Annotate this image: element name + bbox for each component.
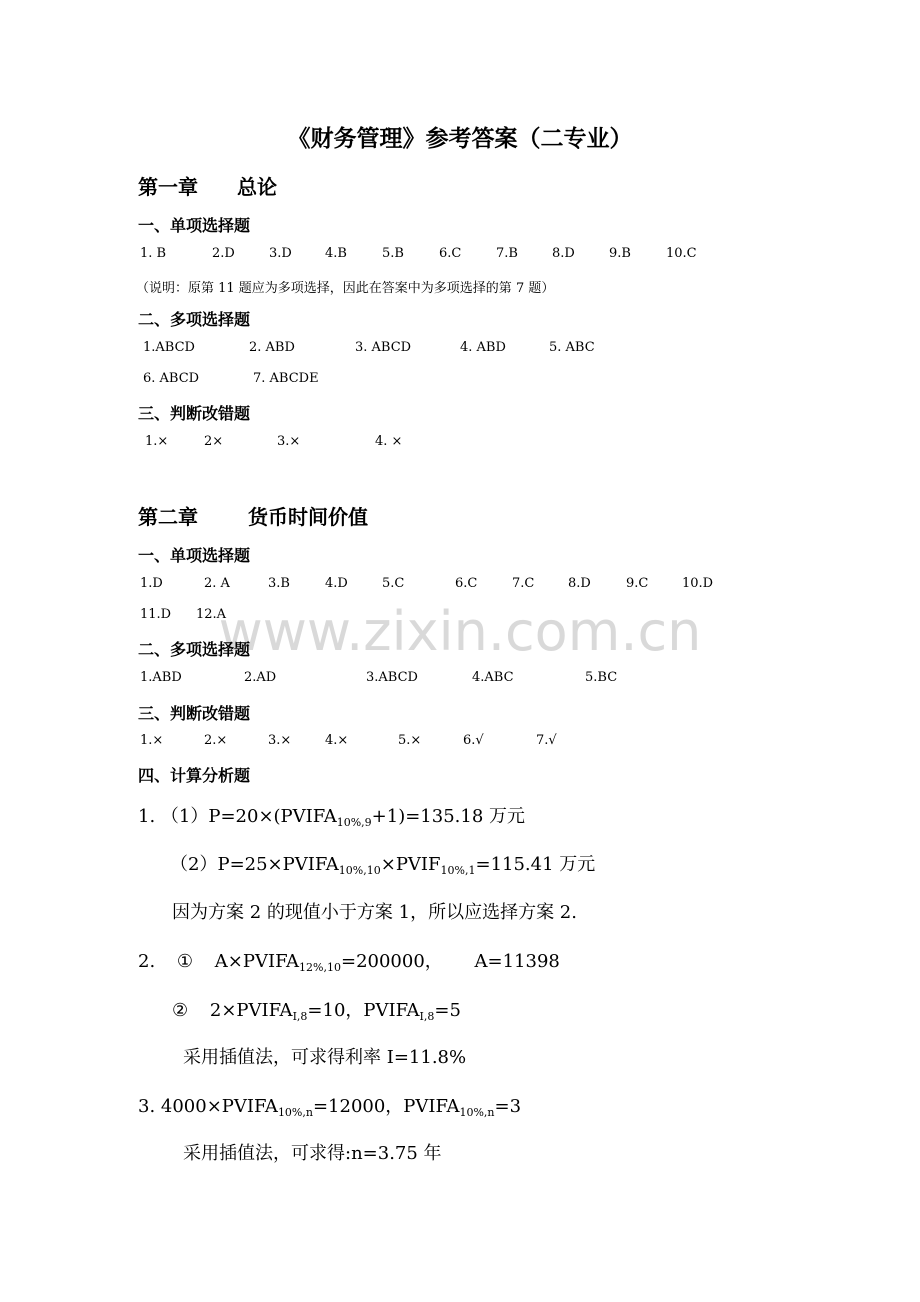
ch2-judge-answer: 2.× <box>204 733 228 748</box>
calc-q3-conclusion: 采用插值法，可求得:n=3.75 年 <box>183 1143 442 1164</box>
ch1-multi-answer: 1.ABCD <box>143 340 195 355</box>
ch1-single-answer: 1. B <box>140 246 167 261</box>
ch2-multi-answer: 2.AD <box>244 670 277 685</box>
document-title: 《财务管理》参考答案（二专业） <box>287 126 633 152</box>
calc-q3-part1: 3. $4000\times PVIFA_{10\%,n}=12000$，$PVIFA_{10\%,n}=3$ <box>138 1096 522 1119</box>
ch1-single-answer: 3.D <box>269 246 292 261</box>
ch2-single-answer: 4.D <box>325 576 348 591</box>
ch2-single-answer: 8.D <box>568 576 591 591</box>
ch1-multi-answer: 6. ABCD <box>143 371 200 386</box>
calc-q1-part1: 1. $(1)P=20\times(PVIFA_{10\%,9}+1)=135.18$ 万元 <box>138 806 525 829</box>
ch2-single-answer: 3.B <box>268 576 290 591</box>
ch1-judge-answer: 1.× <box>145 434 169 449</box>
ch2-judge-answer: 6.√ <box>463 733 484 748</box>
ch2-multi-answer: 1.ABD <box>140 670 182 685</box>
ch1-multi-choice-heading: 二、多项选择题 <box>138 310 251 329</box>
ch2-multi-answer: 4.ABC <box>472 670 514 685</box>
ch2-single-answer: 10.D <box>682 576 714 591</box>
ch2-single-choice-heading: 一、单项选择题 <box>138 546 251 565</box>
ch1-multi-answer: 7. ABCDE <box>253 371 319 386</box>
ch2-single-answer: 11.D <box>140 607 172 622</box>
ch1-note: （说明：原第 11 题应为多项选择，因此在答案中为多项选择的第 7 题） <box>136 281 555 296</box>
ch1-single-answer: 4.B <box>325 246 347 261</box>
ch2-calc-heading: 四、计算分析题 <box>138 766 251 785</box>
ch1-judge-answer: 2× <box>204 434 224 449</box>
ch2-judge-answer: 3.× <box>268 733 292 748</box>
ch1-single-answer: 2.D <box>212 246 235 261</box>
calc-q2-part1: 2. ① $A\times PVIFA_{12\%,10}=200000$， A=11398 <box>138 951 560 974</box>
chapter-1-title: 总论 <box>237 175 277 199</box>
ch1-multi-answer: 4. ABD <box>460 340 506 355</box>
ch1-multi-answer: 2. ABD <box>249 340 295 355</box>
ch2-judge-answer: 7.√ <box>536 733 557 748</box>
ch1-judge-heading: 三、判断改错题 <box>138 404 251 423</box>
chapter-2-title: 货币时间价值 <box>248 505 368 529</box>
chapter-1-number: 第一章 <box>138 175 198 199</box>
watermark: www.zixin.com.cn <box>218 600 702 663</box>
ch1-single-answer: 5.B <box>382 246 404 261</box>
ch1-single-answer: 9.B <box>609 246 631 261</box>
ch2-single-answer: 7.C <box>512 576 535 591</box>
ch2-judge-heading: 三、判断改错题 <box>138 704 251 723</box>
ch2-judge-answer: 5.× <box>398 733 422 748</box>
ch1-single-answer: 10.C <box>666 246 697 261</box>
ch1-single-choice-heading: 一、单项选择题 <box>138 216 251 235</box>
ch1-multi-answer: 5. ABC <box>549 340 595 355</box>
ch2-single-answer: 6.C <box>455 576 478 591</box>
chapter-2-number: 第二章 <box>138 505 198 529</box>
ch1-single-answer: 6.C <box>439 246 462 261</box>
calc-q1-part2: $(2)P=25\times PVIFA_{10\%,10}\times PVIF_{10\%,1}=115.41$ 万元 <box>170 854 596 877</box>
ch2-single-answer: 9.C <box>626 576 649 591</box>
ch2-multi-answer: 3.ABCD <box>366 670 418 685</box>
ch2-single-answer: 12.A <box>196 607 227 622</box>
ch1-multi-answer: 3. ABCD <box>355 340 412 355</box>
ch1-single-answer: 8.D <box>552 246 575 261</box>
ch2-single-answer: 2. A <box>204 576 230 591</box>
ch2-multi-answer: 5.BC <box>585 670 618 685</box>
ch1-single-answer: 7.B <box>496 246 518 261</box>
calc-q2-part2: ② $2\times PVIFA_{I,8}=10$，$PVIFA_{I,8}=5$ <box>172 1000 461 1023</box>
ch1-judge-answer: 3.× <box>277 434 301 449</box>
ch2-judge-answer: 4.× <box>325 733 349 748</box>
ch2-judge-answer: 1.× <box>140 733 164 748</box>
ch2-single-answer: 5.C <box>382 576 405 591</box>
calc-q2-conclusion: 采用插值法，可求得利率 I=11.8% <box>183 1047 467 1068</box>
ch2-multi-choice-heading: 二、多项选择题 <box>138 640 251 659</box>
ch2-single-answer: 1.D <box>140 576 163 591</box>
ch1-judge-answer: 4. × <box>375 434 403 449</box>
calc-q1-conclusion: 因为方案 2 的现值小于方案 1，所以应选择方案 2. <box>172 902 577 923</box>
